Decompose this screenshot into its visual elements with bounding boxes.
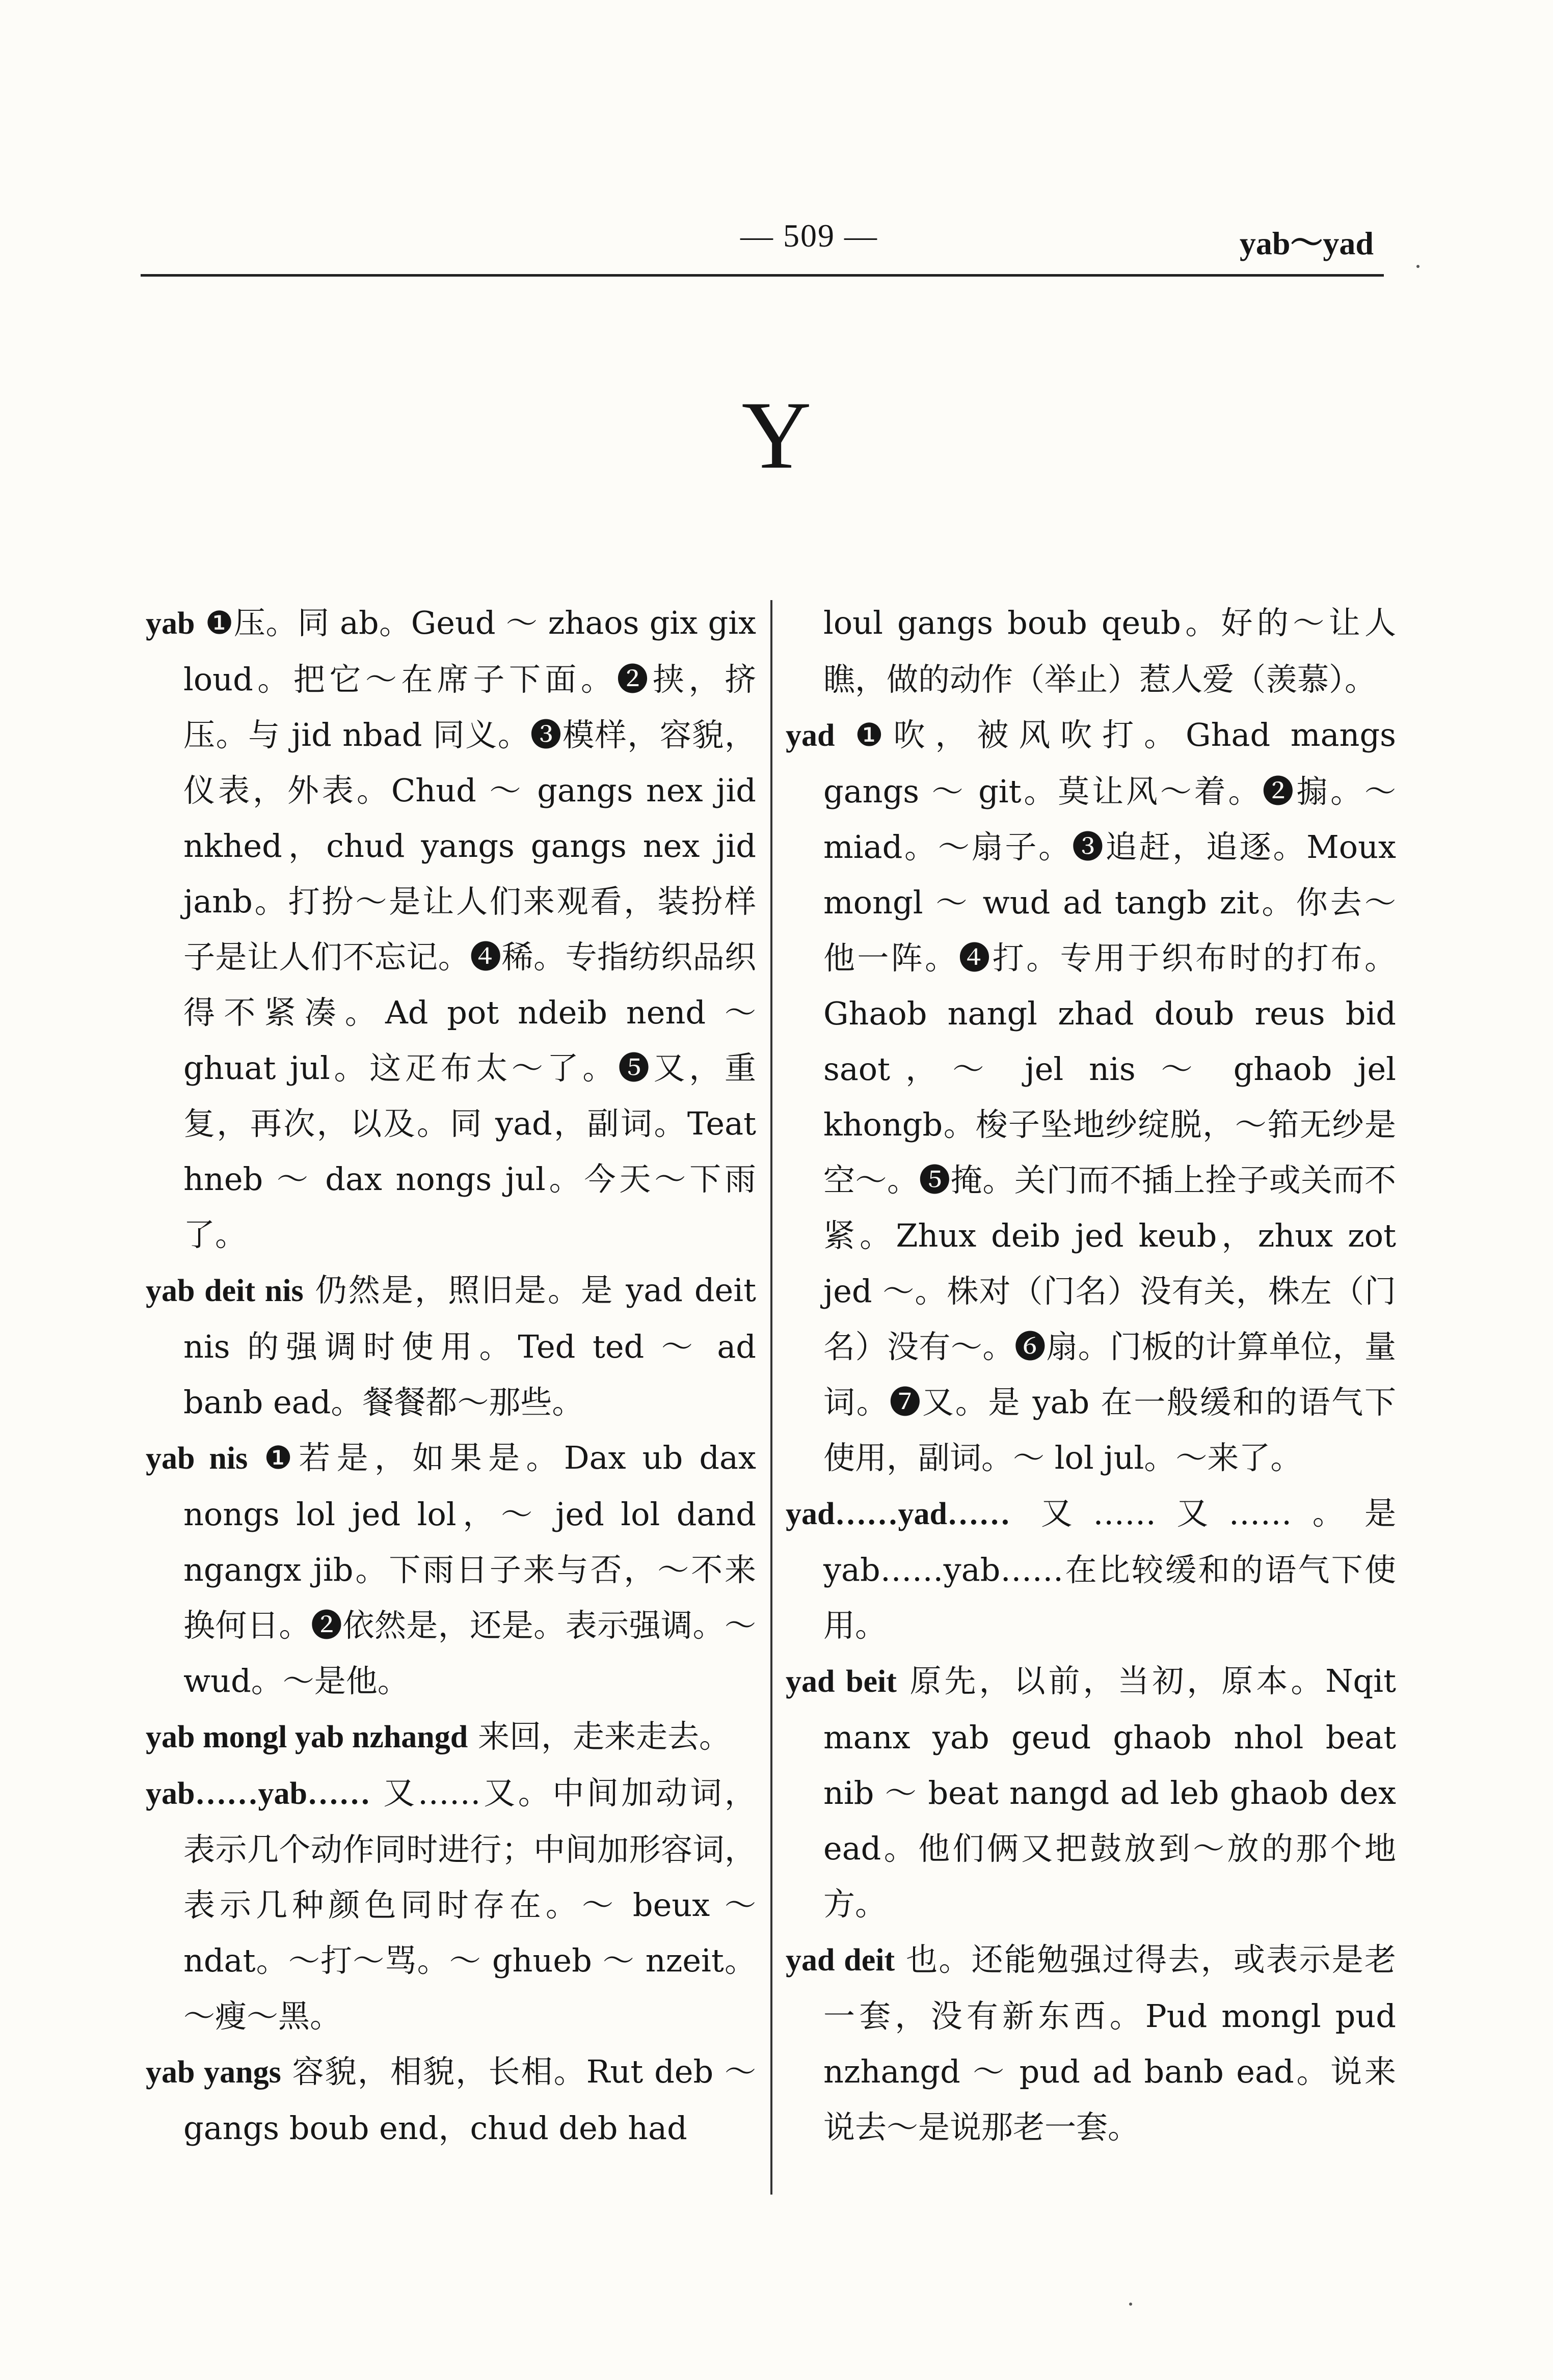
dictionary-entry <box>146 1262 756 1430</box>
dictionary-entry <box>786 707 1396 1485</box>
entry-definition: 来回，走来走去。 <box>468 1718 731 1755</box>
entry-definition: 也。还能勉强过得去，或表示是老一套，没有新东西。Pud mongl pud nzhangd ～ pud ad banb ead。说来说去～是说那老一套。 <box>823 1941 1396 2146</box>
right-column <box>786 595 1396 2155</box>
dictionary-entry <box>786 1485 1396 1653</box>
dictionary-entry <box>146 595 756 1262</box>
column-divider <box>770 600 772 2195</box>
entry-headword: yad deit <box>786 1943 895 1978</box>
page-header <box>141 213 1384 274</box>
entry-definition: 又……又。中间加动词，表示几个动作同时进行；中间加形容词，表示几种颜色同时存在。～ beux ～ ndat。～打～骂。～ ghueb ～ nzeit。～瘦～黑。 <box>183 1774 756 2035</box>
dictionary-entry <box>786 1932 1396 2155</box>
header-rule <box>141 274 1384 277</box>
entry-continuation <box>786 595 1396 707</box>
dictionary-entry <box>786 1653 1396 1932</box>
entry-headword: yab deit nis <box>146 1274 304 1308</box>
section-letter: Y <box>741 382 812 489</box>
entry-definition: 仍然是，照旧是。是 yad deit nis 的强调时使用。Ted ted ～ ad banb ead。餐餐都～那些。 <box>183 1272 756 1421</box>
entry-definition: loul gangs boub qeub。好的～让人瞧，做的动作（举止）惹人爱（羡慕）。 <box>823 604 1396 698</box>
entry-headword: yab yangs <box>146 2055 281 2090</box>
entry-definition: ❶压。同 ab。Geud ～ zhaos gix gix loud。把它～在席子下面。❷挟，挤压。与 jid nbad 同义。❸模样，容貌，仪表，外表。Chud ～ gangs nex jid nkhed，chud yangs gangs nex jid janb。打扮～是让人们来观看，装扮样子是让人们不忘记。❹稀。专指纺织品织得不紧凑。Ad pot ndeib nend ～ ghuat jul。这疋布太～了。❺又，重复，再次，以及。同 yad，副词。Teat hneb ～ dax nongs jul。今天～下雨了。 <box>183 604 756 1253</box>
dictionary-entry <box>146 1765 756 2044</box>
dictionary-entry <box>146 1709 756 1765</box>
entry-definition: 又……又……。是 yab……yab……在比较缓和的语气下使用。 <box>823 1495 1396 1644</box>
entry-definition: ❶吹，被风吹打。Ghad mangs gangs ～ git。莫让风～着。❷搧。～ miad。～扇子。❸追赶，追逐。Moux mongl ～ wud ad tangb zit。你去～他一阵。❹打。专用于织布时的打布。Ghaob nangl zhad doub reus bid saot，～ jel nis ～ ghaob jel khongb。梭子坠地纱绽脱，～筘无纱是空～。❺掩。关门而不插上拴子或关而不紧。Zhux deib jed keub，zhux zot jed ～。株对（门名）没有关，株左（门名）没有～。❻扇。门板的计算单位，量词。❼又。是 yab 在一般缓和的语气下使用，副词。～ lol jul。～来了。 <box>823 716 1396 1476</box>
entry-headword: yab mongl yab nzhangd <box>146 1720 468 1754</box>
dictionary-entry <box>146 1430 756 1709</box>
entry-definition: 容貌，相貌，长相。Rut deb ～ gangs boub end，chud deb had <box>183 2053 756 2147</box>
page-number: — 509 — <box>740 218 878 254</box>
scan-speck <box>1416 265 1420 268</box>
entry-definition: 原先，以前，当初，原本。Nqit manx yab geud ghaob nhol beat nib ～ beat nangd ad leb ghaob dex ead。他们俩又把鼓放到～放的那个地方。 <box>823 1662 1396 1923</box>
entry-headword: yad……yad…… <box>786 1497 1010 1531</box>
entry-headword: yad beit <box>786 1664 897 1699</box>
entry-headword: yab……yab…… <box>146 1776 370 1811</box>
entry-headword: yad <box>786 718 835 753</box>
entry-headword: yab <box>146 606 195 641</box>
dictionary-entry <box>146 2044 756 2156</box>
scan-speck <box>1129 2303 1132 2306</box>
left-column <box>146 595 756 2156</box>
headword-range: yab～yad <box>1239 225 1374 261</box>
entry-headword: yab nis <box>146 1441 248 1476</box>
entry-definition: ❶若是，如果是。Dax ub dax nongs lol jed lol，～ jed lol dand ngangx jib。下雨日子来与否，～不来换何日。❷依然是，还是。表示强调。～ wud。～是他。 <box>183 1439 756 1699</box>
